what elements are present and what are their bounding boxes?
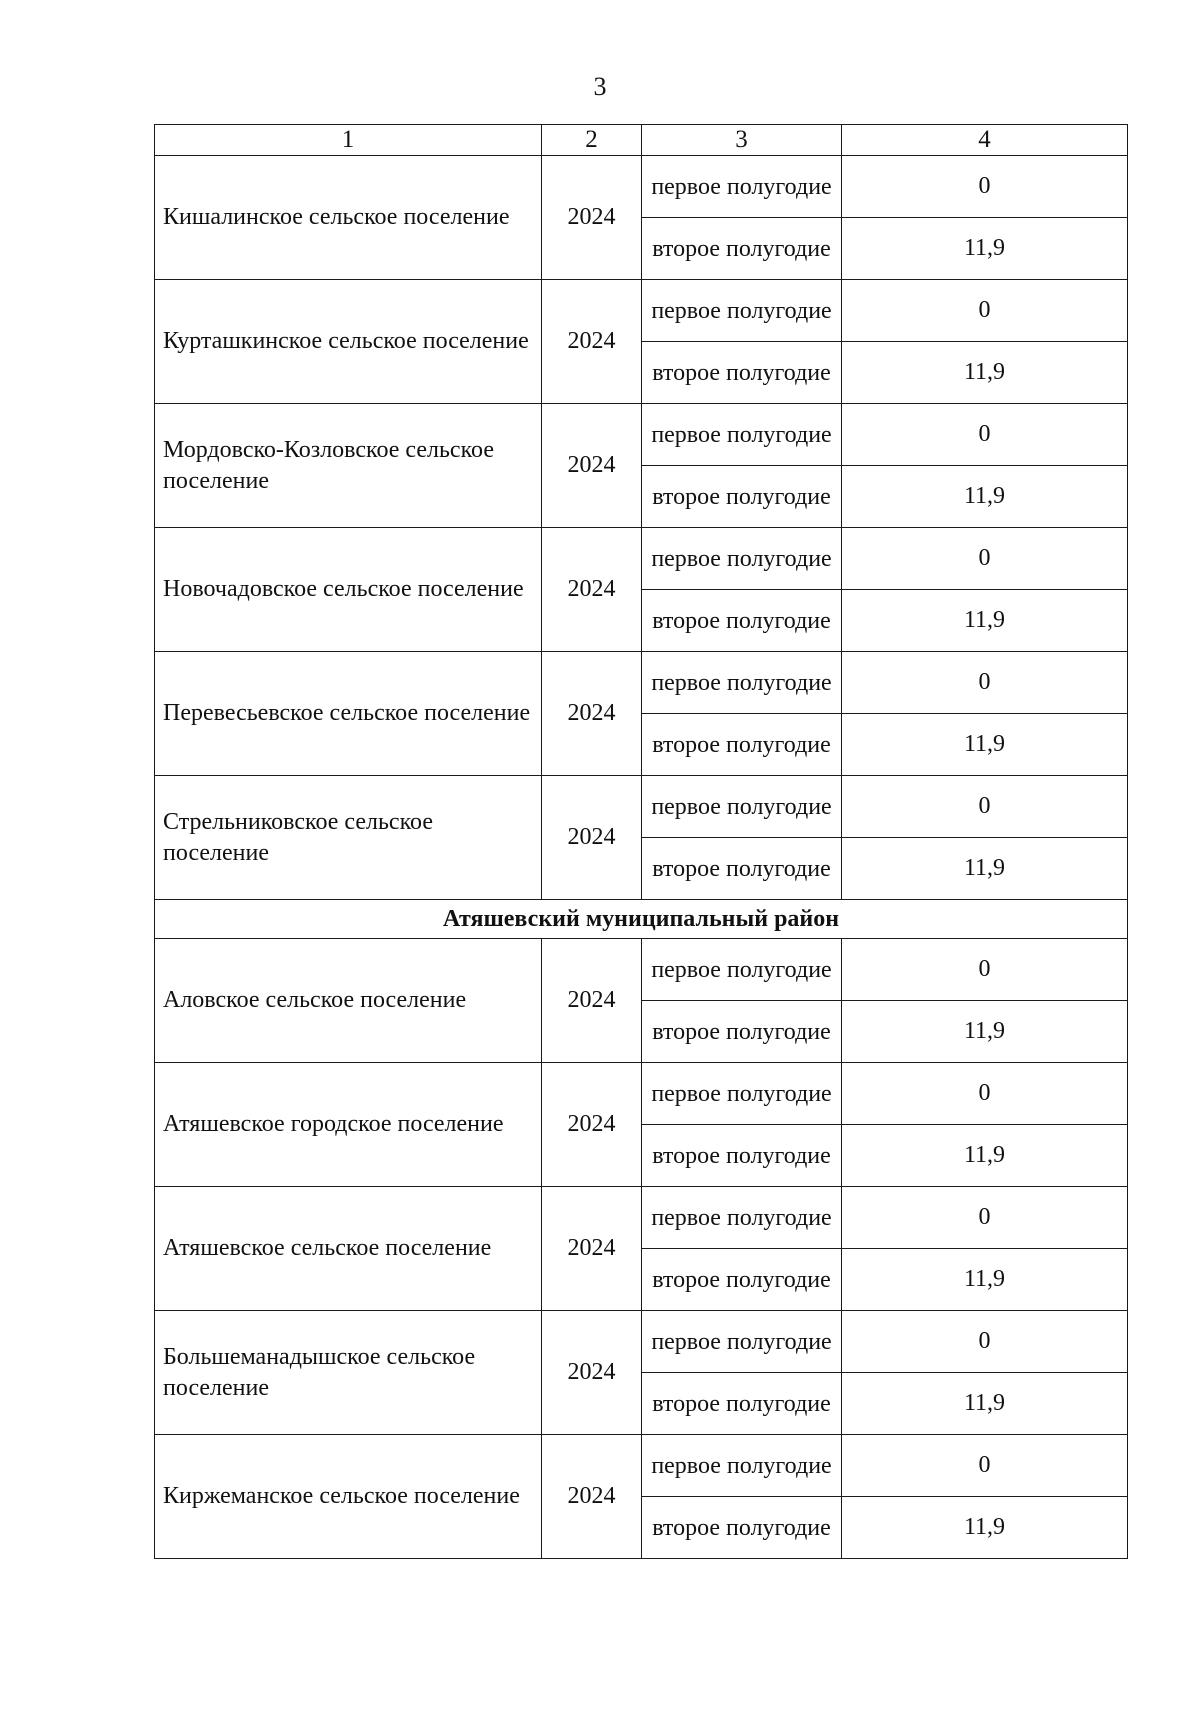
period-cell: второе полугодие <box>642 1373 842 1435</box>
period-cell: первое полугодие <box>642 280 842 342</box>
settlement-name: Мордовско-Козловское сельское поселение <box>155 404 542 528</box>
value-cell: 0 <box>842 156 1128 218</box>
period-cell: второе полугодие <box>642 1125 842 1187</box>
period-cell: второе полугодие <box>642 1249 842 1311</box>
year-cell: 2024 <box>542 404 642 528</box>
period-cell: второе полугодие <box>642 1497 842 1559</box>
table-body <box>155 156 1128 1559</box>
value-cell: 0 <box>842 1063 1128 1125</box>
period-cell: второе полугодие <box>642 342 842 404</box>
column-header: 1 <box>155 125 542 156</box>
section-row <box>155 900 1128 939</box>
period-cell: первое полугодие <box>642 939 842 1001</box>
period-cell: второе полугодие <box>642 1001 842 1063</box>
year-cell: 2024 <box>542 1311 642 1435</box>
column-header: 2 <box>542 125 642 156</box>
table-row <box>155 1435 1128 1497</box>
period-cell: первое полугодие <box>642 1187 842 1249</box>
period-cell: первое полугодие <box>642 528 842 590</box>
year-cell: 2024 <box>542 280 642 404</box>
period-cell: второе полугодие <box>642 218 842 280</box>
value-cell: 11,9 <box>842 1497 1128 1559</box>
value-cell: 11,9 <box>842 218 1128 280</box>
value-cell: 11,9 <box>842 1001 1128 1063</box>
table-row <box>155 280 1128 342</box>
value-cell: 0 <box>842 1311 1128 1373</box>
period-cell: первое полугодие <box>642 404 842 466</box>
table-row <box>155 1187 1128 1249</box>
settlement-name: Курташкинское сельское поселение <box>155 280 542 404</box>
settlement-name: Киржеманское сельское поселение <box>155 1435 542 1559</box>
table-row <box>155 528 1128 590</box>
year-cell: 2024 <box>542 1187 642 1311</box>
value-cell: 11,9 <box>842 466 1128 528</box>
page-number: 3 <box>593 72 607 101</box>
value-cell: 11,9 <box>842 1249 1128 1311</box>
settlement-name: Атяшевское сельское поселение <box>155 1187 542 1311</box>
value-cell: 11,9 <box>842 1373 1128 1435</box>
table-row <box>155 404 1128 466</box>
column-header: 4 <box>842 125 1128 156</box>
value-cell: 0 <box>842 1187 1128 1249</box>
year-cell: 2024 <box>542 156 642 280</box>
period-cell: второе полугодие <box>642 714 842 776</box>
year-cell: 2024 <box>542 1435 642 1559</box>
settlement-name: Кишалинское сельское поселение <box>155 156 542 280</box>
column-header: 3 <box>642 125 842 156</box>
period-cell: первое полугодие <box>642 1435 842 1497</box>
settlement-name: Стрельниковское сельское поселение <box>155 776 542 900</box>
value-cell: 11,9 <box>842 1125 1128 1187</box>
year-cell: 2024 <box>542 528 642 652</box>
value-cell: 0 <box>842 652 1128 714</box>
table-row <box>155 776 1128 838</box>
data-table <box>154 124 1128 1559</box>
settlement-name: Большеманадышское сельское поселение <box>155 1311 542 1435</box>
year-cell: 2024 <box>542 939 642 1063</box>
period-cell: первое полугодие <box>642 156 842 218</box>
section-title: Атяшевский муниципальный район <box>155 900 1128 939</box>
value-cell: 11,9 <box>842 590 1128 652</box>
value-cell: 0 <box>842 776 1128 838</box>
table-row <box>155 1063 1128 1125</box>
period-cell: первое полугодие <box>642 776 842 838</box>
period-cell: первое полугодие <box>642 1063 842 1125</box>
table-row <box>155 652 1128 714</box>
value-cell: 11,9 <box>842 342 1128 404</box>
year-cell: 2024 <box>542 1063 642 1187</box>
value-cell: 0 <box>842 528 1128 590</box>
value-cell: 0 <box>842 280 1128 342</box>
settlement-name: Перевесьевское сельское поселение <box>155 652 542 776</box>
value-cell: 0 <box>842 1435 1128 1497</box>
value-cell: 11,9 <box>842 714 1128 776</box>
year-cell: 2024 <box>542 652 642 776</box>
settlement-name: Атяшевское городское поселение <box>155 1063 542 1187</box>
settlement-name: Аловское сельское поселение <box>155 939 542 1063</box>
period-cell: первое полугодие <box>642 652 842 714</box>
value-cell: 11,9 <box>842 838 1128 900</box>
period-cell: второе полугодие <box>642 838 842 900</box>
period-cell: первое полугодие <box>642 1311 842 1373</box>
settlement-name: Новочадовское сельское поселение <box>155 528 542 652</box>
value-cell: 0 <box>842 939 1128 1001</box>
period-cell: второе полугодие <box>642 590 842 652</box>
table-row <box>155 156 1128 218</box>
table-row <box>155 939 1128 1001</box>
table-row <box>155 1311 1128 1373</box>
period-cell: второе полугодие <box>642 466 842 528</box>
year-cell: 2024 <box>542 776 642 900</box>
table-header-row <box>155 125 1128 156</box>
value-cell: 0 <box>842 404 1128 466</box>
